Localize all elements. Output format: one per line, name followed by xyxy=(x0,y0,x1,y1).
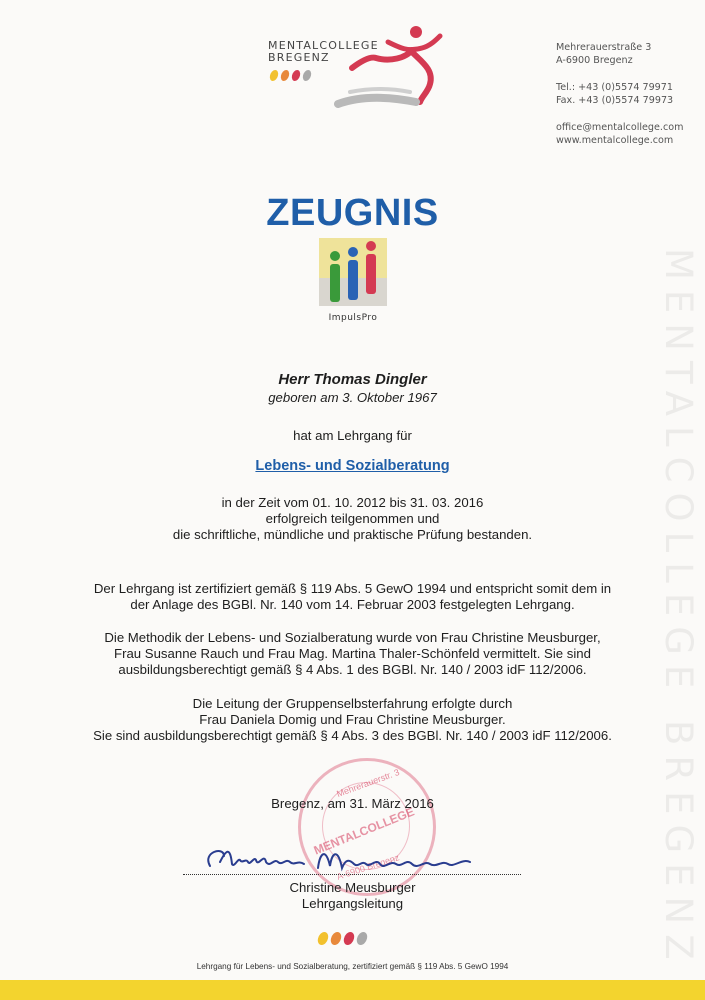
logo-dots xyxy=(270,68,314,86)
recipient-name: Herr Thomas Dingler xyxy=(278,371,427,388)
signatory-name: Christine Meusburger xyxy=(289,880,416,895)
running-figure-logo-icon xyxy=(330,22,450,112)
impulspro-label: ImpulsPro xyxy=(328,313,378,323)
footer-dots xyxy=(318,932,370,950)
stamp-bottom-text: A-6900 Bregenz xyxy=(335,852,401,882)
footer-dot-orange xyxy=(330,932,343,945)
logo-dot-yellow xyxy=(269,70,279,81)
methodology-line-2: Frau Susanne Rauch und Frau Mag. Martina Thaler-Schönfeld vermittelt. Sie sind xyxy=(114,646,591,661)
address-web: www.mentalcollege.com xyxy=(556,135,674,146)
logo-dot-grey xyxy=(302,70,312,81)
period-line-2: erfolgreich teilgenommen und xyxy=(265,511,440,526)
logo-dot-red xyxy=(291,70,301,81)
group-line-3: Sie sind ausbildungsberechtigt gemäß § 4 Abs. 3 des BGBl. Nr. 140 / 2003 idF 112/2006. xyxy=(93,728,612,743)
logo-line-1: MENTALCOLLEGE xyxy=(268,39,379,52)
document-title: ZEUGNIS xyxy=(266,192,439,234)
address-block xyxy=(556,41,683,147)
stamp-middle-text: MENTALCOLLEGE xyxy=(311,804,417,858)
certification-line-2: der Anlage des BGBl. Nr. 140 vom 14. Februar 2003 festgelegten Lehrgang. xyxy=(130,597,575,612)
intro-text: hat am Lehrgang für xyxy=(293,428,412,443)
period-line-1: in der Zeit vom 01. 10. 2012 bis 31. 03. 2016 xyxy=(221,495,484,510)
logo-dot-orange xyxy=(280,70,290,81)
watermark-text: MENTALCOLLEGE BREGENZ xyxy=(657,248,700,970)
address-email: office@mentalcollege.com xyxy=(556,122,684,133)
logo-line-2: BREGENZ xyxy=(268,51,330,64)
footer-certification: Lehrgang für Lebens- und Sozialberatung, zertifiziert gemäß § 119 Abs. 5 GewO 1994 xyxy=(196,962,509,971)
impulspro-figures-icon xyxy=(319,238,387,306)
footer-dot-red xyxy=(343,932,356,945)
methodology-line-1: Die Methodik der Lebens- und Sozialberatung wurde von Frau Christine Meusburger, xyxy=(104,630,601,645)
recipient-birth: geboren am 3. Oktober 1967 xyxy=(268,390,437,405)
address-tel: Tel.: +43 (0)5574 79971 xyxy=(556,82,673,93)
certification-line-1: Der Lehrgang ist zertifiziert gemäß § 119 Abs. 5 GewO 1994 und entspricht somit dem in xyxy=(93,581,612,596)
methodology-line-3: ausbildungsberechtigt gemäß § 4 Abs. 1 des BGBl. Nr. 140 / 2003 idF 112/2006. xyxy=(118,662,587,677)
footer-dot-grey xyxy=(356,932,369,945)
address-street: Mehrerauerstraße 3 xyxy=(556,42,652,53)
address-city: A-6900 Bregenz xyxy=(556,55,633,66)
period-line-3: die schriftliche, mündliche und praktische Prüfung bestanden. xyxy=(172,527,533,542)
signatory-role: Lehrgangsleitung xyxy=(301,896,404,911)
group-line-1: Die Leitung der Gruppenselbsterfahrung erfolgte durch xyxy=(192,696,513,711)
stamp-top-text: Mehrerauerstr. 3 xyxy=(335,767,401,799)
place-date: Bregenz, am 31. März 2016 xyxy=(271,796,434,811)
course-name: Lebens- und Sozialberatung xyxy=(255,458,450,474)
group-line-2: Frau Daniela Domig und Frau Christine Meusburger. xyxy=(199,712,506,727)
address-fax: Fax. +43 (0)5574 79973 xyxy=(556,95,674,106)
footer-dot-yellow xyxy=(317,932,330,945)
footer-color-bar xyxy=(0,980,705,1000)
impulspro-logo xyxy=(319,238,387,323)
signature-line xyxy=(183,874,521,875)
